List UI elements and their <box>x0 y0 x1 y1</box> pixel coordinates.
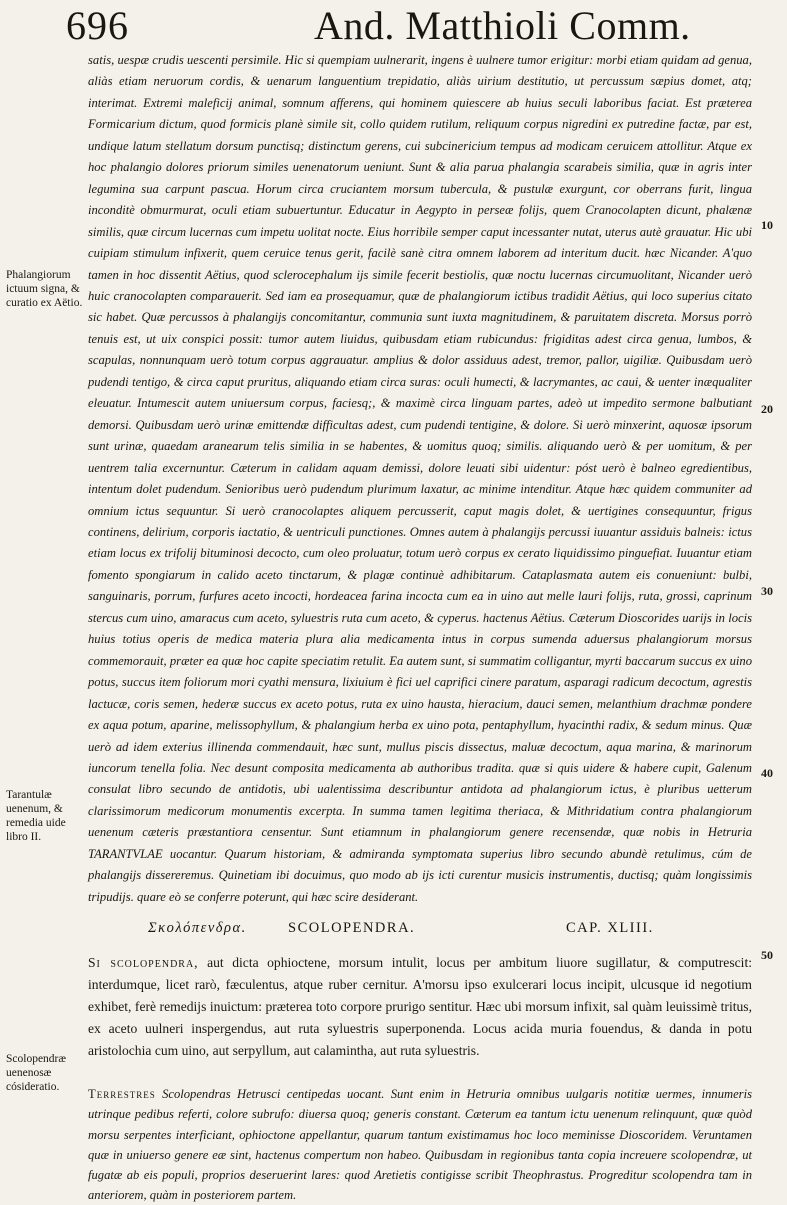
dioscorides-text-block <box>88 952 752 1062</box>
paragraph-text: Scolopendras Hetrusci centipedas uocant. Sunt enim in Hetruria omnibus uulgaris notitiæ uermes, innumeris utrinque pedibus referti, colore subrufo: diuersa quoq; generis constant. Cæterum ea tantum ictu uenenum relinquunt, quæ quòd morsu serpentes interficiant, ophioctone appellantur, quarum tantum existimamus hoc loco meminisse Dioscoridem. Veruntamen quæ in uniuerso genere eæ sint, hactenus compertum non habeo. Quibusdam in regionibus tanta copia increuere scolopendræ, ut fugatæ ab eis populi, proprios deseruerint lares: quod Aretietis contigisse scribit Theophrastus. Progreditur scolopendra tam in anteriorem, quàm in posteriorem partem. <box>88 1087 752 1203</box>
paragraph-lead-words: Terrestres <box>88 1087 156 1102</box>
line-number: 50 <box>761 948 773 962</box>
commentary-paragraph: satis, uespæ crudis uescenti persimile. Hic si quempiam uulnerarit, ingens è uulnere tumor erigitur: morbi etiam quidam ad genua, aliàs etiam neruorum cordis, & uenarum languentium trepidatio, aliàs uirium destitutio, ut percussum sæpius domet, atq; interimat. Extremi maleficij animal, somnum afferens, qui hominem quiescere ab huius seculi laboribus faciat. Est præterea Formicarium dictum, quod formicis planè simile sit, collo quidem rutilum, reliquum corpus nigredini ex putredine factæ, par est, undique latum stellatum dorsum punctisq; distinctum gerens, cui subcinericium tempus ad modicam ceruicem attollitur. Atque ex hoc phalangio dolores priorum similes uenenatorum ueniunt. Sunt & alia parua phalangia scarabeis similia, quæ in agris inter legumina sua carpunt pascua. Horum circa cruciantem morsum tubercula, & pustulæ exurgunt, cor oberrans furit, lingua inconditè obmurmurat, oculi etiam subuertuntur. Educatur in Aegypto in perseæ folijs, quem Cranocolapten dicunt, phalænæ similis, quæ circum lucernas cum impetu uolitat nocte. Eius horribile semper caput incessanter nutat, uterus autè grauatur. Hic ubi cuipiam stimulum infixerit, quem ceruice tenus gerit, facilè sanè citra omnem laborem ad interitum ducit. hæc Nicander. A'quo tamen in hoc dissentit Aëtius, quod sclerocephalum ijs simile fecerit bestiolis, quæ noctu lucernas circumuolitant, Nicander uerò huic cranocolapten comparauerit. Sed iam ea prosequamur, quæ de phalangiorum ictibus tradidit Aëtius, qui loco superius citato sic habet. Quæ percussos à phalangijs concomitantur, communia sunt iuxta magnitudinem, & paruitatem discreta. Morsus porrò tenuis est, ut uix conspici possit: tumor autem liuidus, quibusdam etiam rubicundus: frigiditas adest circa genua, lumbos, & scapulas, nonnunquam uerò totum corpus aggrauatur. amplius & dolor assiduus adest, tremor, pallor, uigiliæ. Quibusdam uerò pudendi tentigo, & circa caput pruritus, aliquando etiam circa suras: oculi humecti, & lacrymantes, ac caui, & uenter inæqualiter eleuatur. Intumescit autem uniuersum corpus, faciesq;, & maximè circa linguam partes, adeò ut impedito sermone balbutiant demorsi. Quibusdam uerò urinæ emittendæ difficultas adest, cum pudendi tentigine, & dolore. Si uerò minxerint, aquosæ ipsorum sunt urinæ, quaedam aranearum telis similia in se habentes, & uomitus quoq; similis. aliquando uerò & per uomitum, & per uentrem talia excernuntur. Cæterum in calidam aquam demissi, dolore leuati sibi uidentur: póst uerò è balneo egredientibus, intentum dolet pudendum. Senioribus uerò pudendum plurimum laxatur, ac minime intenditur. Atque hæc quidem communiter ad omnium ictus sequuntur. Si uerò cranocolaptes aliquem percusserit, caput magis dolet, & uertigines consequuntur, frigus continens, delirium, corporis iactatio, & uentriculi punctiones. Omnes autem à phalangijs percussi iuuantur assiduis balneis: ictus etiam locus ex trifolij bituminosi decocto, cum oleo proluatur, totum uerò corpus ex cerato liquidissimo pinguefiat. Iuuantur etiam fomento spongiarum in calido aceto tinctarum, & plagæ continuè adhibitarum. Cataplasmata autem eis conueniunt: bulbi, sanguinaris, porrum, furfures aceto incocti, hordeacea farina incocta cum ea in uino aut melle lauri folijs, ruta, grossi, caprinum stercus cum uino, amaracus cum aceto, syluestris ruta cum aceto, & cyperus. hactenus Aëtius. Cæterum Dioscorides uarijs in locis huius totius operis de medica materia plura alia medicamenta intus in corpus sumenda aduersus phalangiorum morsus commemorauit, præter ea quæ hoc capite speciatim retulit. Ea autem sunt, si summatim colligantur, myrti baccarum succus ex uino potus, succus item foliorum mori cyathi mensura, lixiuium è fici uel caprifici cinere paratum, asparagi radicum decoctum, agrestis lactucæ, coris semen, hederæ succus ex aceto potus, ruta ex uino hausta, hieracium, dauci semen, melanthium drachmæ pondere ex aqua potum, aparine, melissophyllum, & phalangium herba ex uino pota, pentaphyllum, hyacinthi radix, & sedum minus. Quæ uerò ad idem exterius illinenda commendauit, hæc sunt, mullus piscis dissectus, maluæ decoctum, aqua marina, & marinorum iuncorum tenella folia. Nec desunt composita medicamenta ab authoribus tradita. quæ si quis uidere & habere cupit, Galenum consulat libro secundo de antidotis, ubi ualentissima describuntur antidota ad phalangiorum ictus, è pluribus uetterum clarissimorum medicorum monumentis excerpta. In summa tamen legitima theriaca, & Mithridatium contra phalangiorum uenenum cæteris præstantiora censentur. Sunt etiamnum in phalangiorum genere recensendæ, quæ nobis in Hetruria TARANTVLAE uocantur. Quarum historiam, & admiranda symptomata superius libro secundo abundè retulimus, cúm de phalangijs dissereremus. Quinetiam ibi docuimus, quo modo ab ijs icti curentur musicis instrumentis, ductisq; quàm longissimis tripudijs. quare eò se conferre poterunt, qui hæc scire desiderant. <box>88 53 752 904</box>
paragraph-text: aut dicta ophioctene, morsum intulit, locus per ambitum liuore sugillatur, & computrescit: interdumque, licet rarò, fæculentus, atque ruber cernitur. A'morsu ipso exulcerari locus incipit, ulcusque id negotium exhibet, ferè remedijs inuictum: præterea toto corpore prurigo sentitur. Hæc ubi morsum infixit, sal quàm leuissimè tritus, ex aceto uulneri inspergendus, aut ruta syluestris superponenda. Locus acida muria fouendus, & danda in potu aristolochia cum uino, aut serpyllum, aut calamintha, aut ruta syluestris. <box>88 955 752 1059</box>
commentary-block-2 <box>88 1084 752 1205</box>
margin-note-phalangium: Phalangiorum ictuum signa, & curatio ex Aëtio. <box>6 269 83 309</box>
margin-note-scolopendra: Scolopendræ uenenosæ cósideratio. <box>6 1053 67 1093</box>
main-text-column <box>88 50 752 1205</box>
commentary-paragraph-2 <box>88 1084 752 1205</box>
chapter-number: CAP. XLIII. <box>566 920 654 937</box>
chapter-heading-latin: SCOLOPENDRA. <box>288 920 416 937</box>
line-number: 10 <box>761 218 773 232</box>
line-number: 20 <box>761 402 773 416</box>
paragraph-lead-words: Si scolopendra, <box>88 955 199 971</box>
chapter-heading <box>88 910 752 950</box>
page-header <box>58 0 770 50</box>
dioscorides-paragraph <box>88 952 752 1062</box>
commentary-block <box>88 50 752 908</box>
margin-note-tarantula: Tarantulæ uenenum, & remedia uide libro II. <box>6 789 66 843</box>
chapter-heading-greek: Σκολόπενδρα. <box>148 920 247 937</box>
page-number: 696 <box>66 3 129 48</box>
line-number: 30 <box>761 584 773 598</box>
running-head: And. Matthioli Comm. <box>314 3 691 48</box>
line-number: 40 <box>761 766 773 780</box>
